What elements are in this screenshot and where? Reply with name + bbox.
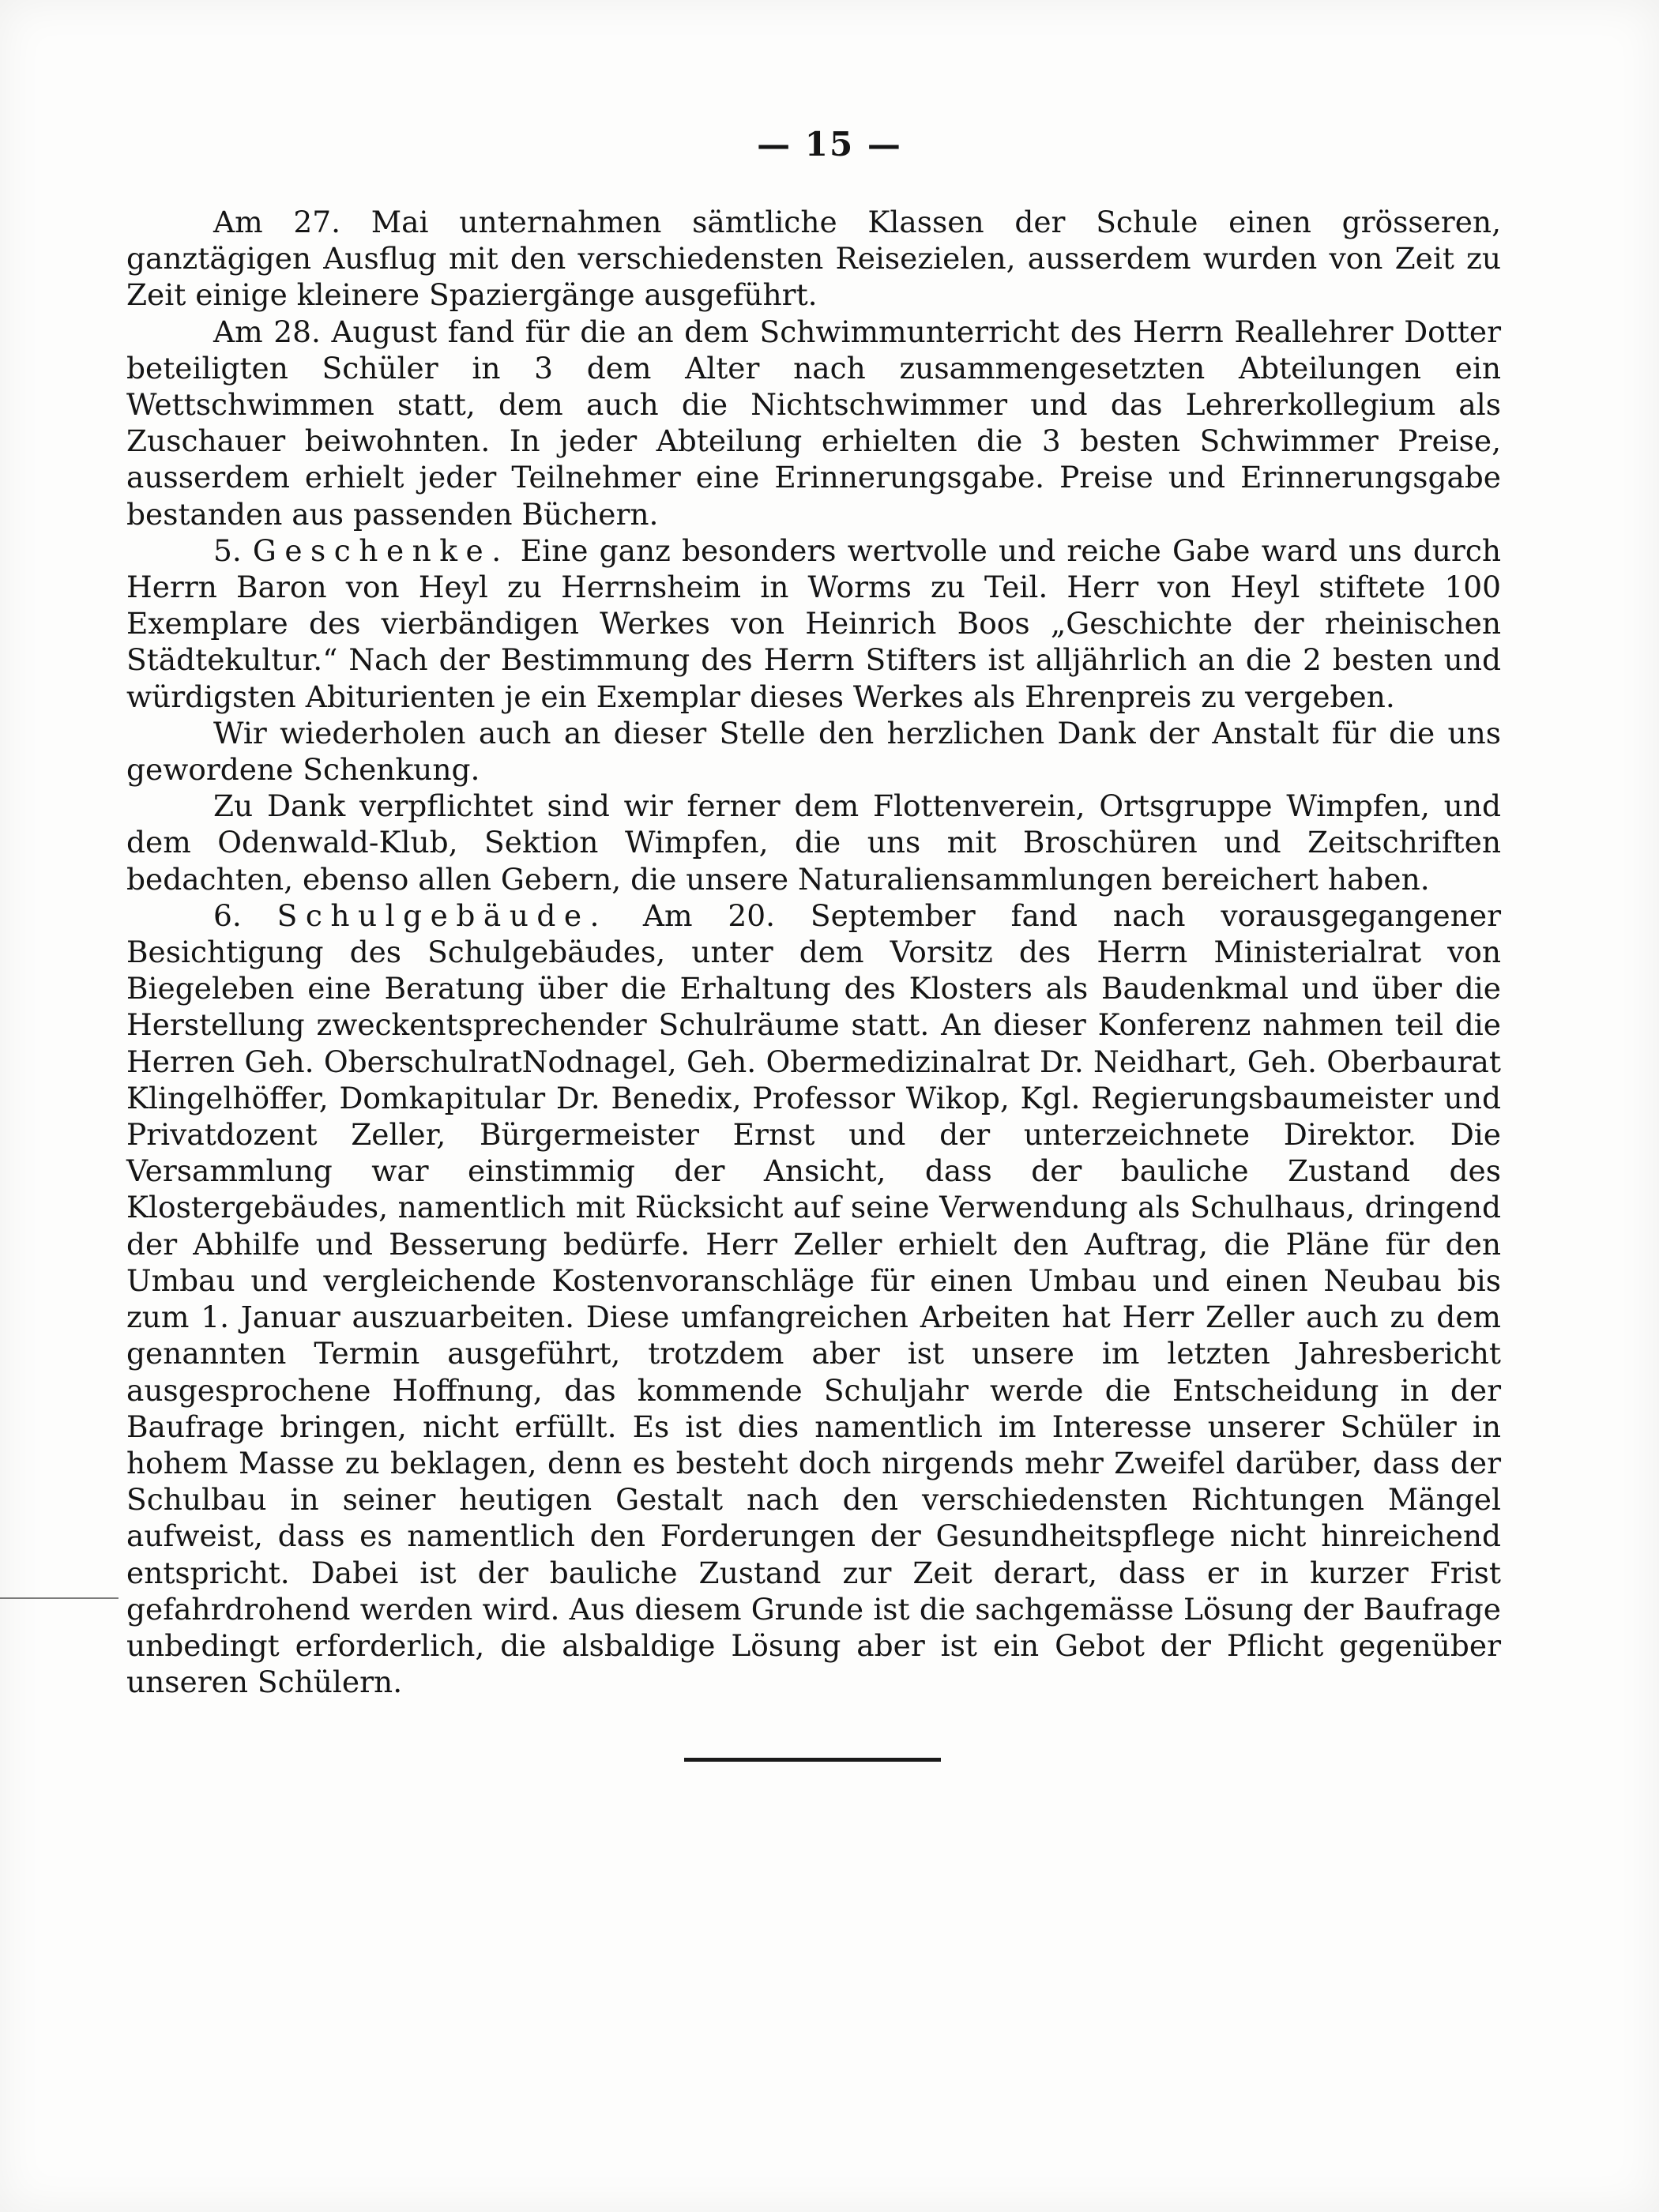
- paragraph-donors: [126, 788, 1501, 897]
- paragraph-excursion: [126, 204, 1501, 314]
- margin-mark: [0, 1597, 118, 1599]
- page-number: — 15 —: [757, 125, 902, 164]
- paragraph-thanks: [126, 715, 1501, 788]
- paragraph-swimming: [126, 314, 1501, 532]
- paragraph-school-building: [126, 897, 1501, 1700]
- paragraph-gifts: [126, 532, 1501, 715]
- body-text: [126, 204, 1501, 1700]
- end-rule: [684, 1758, 941, 1762]
- paragraph-text: Zu Dank verpflichtet sind wir ferner dem Flottenverein, Ortsgruppe Wimpfen, und dem Odenwald-Klub, Sektion Wimpfen, die uns mit Broschüren und Zeitschriften bedachten, ebenso allen Gebern, die unsere Naturaliensammlungen bereichert haben.: [126, 788, 1501, 897]
- paragraph-text: Am 28. August fand für die an dem Schwimmunterricht des Herrn Reallehrer Dotter beteiligten Schüler in 3 dem Alter nach zusammengesetzten Abteilungen ein Wettschwimmen statt, dem auch die Nichtschwimmer und das Lehrerkollegium als Zuschauer beiwohnten. In jeder Abteilung erhielten die 3 besten Schwimmer Preise, ausserdem erhielt jeder Teilnehmer eine Erinnerungsgabe. Preise und Erinnerungsgabe bestanden aus passenden Büchern.: [126, 314, 1501, 532]
- section-number: 6.: [213, 897, 242, 933]
- paragraph-text: Wir wiederholen auch an dieser Stelle den herzlichen Dank der Anstalt für die uns gewordene Schenkung.: [126, 715, 1501, 788]
- section-number: 5.: [213, 532, 242, 568]
- paragraph-text: Eine ganz besonders wertvolle und reiche Gabe ward uns durch Herrn Baron von Heyl zu Herrnsheim in Worms zu Teil. Herr von Heyl stiftete 100 Exemplare des vierbändigen Werkes von Heinrich Boos „Geschichte der rheinischen Städtekultur.“ Nach der Bestimmung des Herrn Stifters ist alljährlich an die 2 besten und würdigsten Abiturienten je ein Exemplar dieses Werkes als Ehrenpreis zu vergeben.: [126, 532, 1502, 714]
- paragraph-text: Am 27. Mai unternahmen sämtliche Klassen der Schule einen grösseren, ganztägigen Ausflug mit den verschiedensten Reisezielen, ausserdem wurden von Zeit zu Zeit einige kleinere Spaziergänge ausgeführt.: [126, 205, 1501, 313]
- paragraph-text: Am 20. September fand nach vorausgegangener Besichtigung des Schulgebäudes, unter dem Vorsitz des Herrn Ministerialrat von Biegeleben eine Beratung über die Erhaltung des Klosters als Baudenkmal und über die Herstellung zweckentsprechender Schulräume statt. An dieser Konferenz nahmen teil die Herren Geh. OberschulratNodnagel, Geh. Obermedizinalrat Dr. Neidhart, Geh. Oberbaurat Klingelhöffer, Domkapitular Dr. Benedix, Professor Wikop, Kgl. Regierungsbaumeister und Privatdozent Zeller, Bürgermeister Ernst und der unterzeichnete Direktor. Die Versammlung war einstimmig der Ansicht, dass der bauliche Zustand des Klostergebäudes, namentlich mit Rücksicht auf seine Verwendung als Schulhaus, dringend der Abhilfe und Besserung bedürfe. Herr Zeller erhielt den Auftrag, die Pläne für den Umbau und vergleichende Kostenvoranschläge für einen Umbau und einen Neubau bis zum 1. Januar auszuarbeiten. Diese umfangreichen Arbeiten hat Herr Zeller auch zu dem genannten Termin ausgeführt, trotzdem aber ist unsere im letzten Jahresbericht ausgesprochene Hoffnung, das kommende Schuljahr werde die Entscheidung in der Baufrage bringen, nicht erfüllt. Es ist dies namentlich im Interesse unserer Schüler in hohem Masse zu beklagen, denn es besteht doch nirgends mehr Zweifel darüber, dass der Schulbau in seiner heutigen Gestalt nach den verschiedensten Richtungen Mängel aufweist, dass es namentlich den Forderungen der Gesundheitspflege nicht hinreichend entspricht. Dabei ist der bauliche Zustand zur Zeit derart, dass er in kurzer Frist gefahrdrohend werden wird. Aus diesem Grunde ist die sachgemässe Lösung der Baufrage unbedingt erforderlich, die alsbaldige Lösung aber ist ein Gebot der Pflicht gegenüber unseren Schülern.: [126, 897, 1502, 1700]
- section-heading-school-building: Schulgebäude.: [276, 897, 608, 933]
- section-heading-gifts: Geschenke.: [252, 532, 510, 568]
